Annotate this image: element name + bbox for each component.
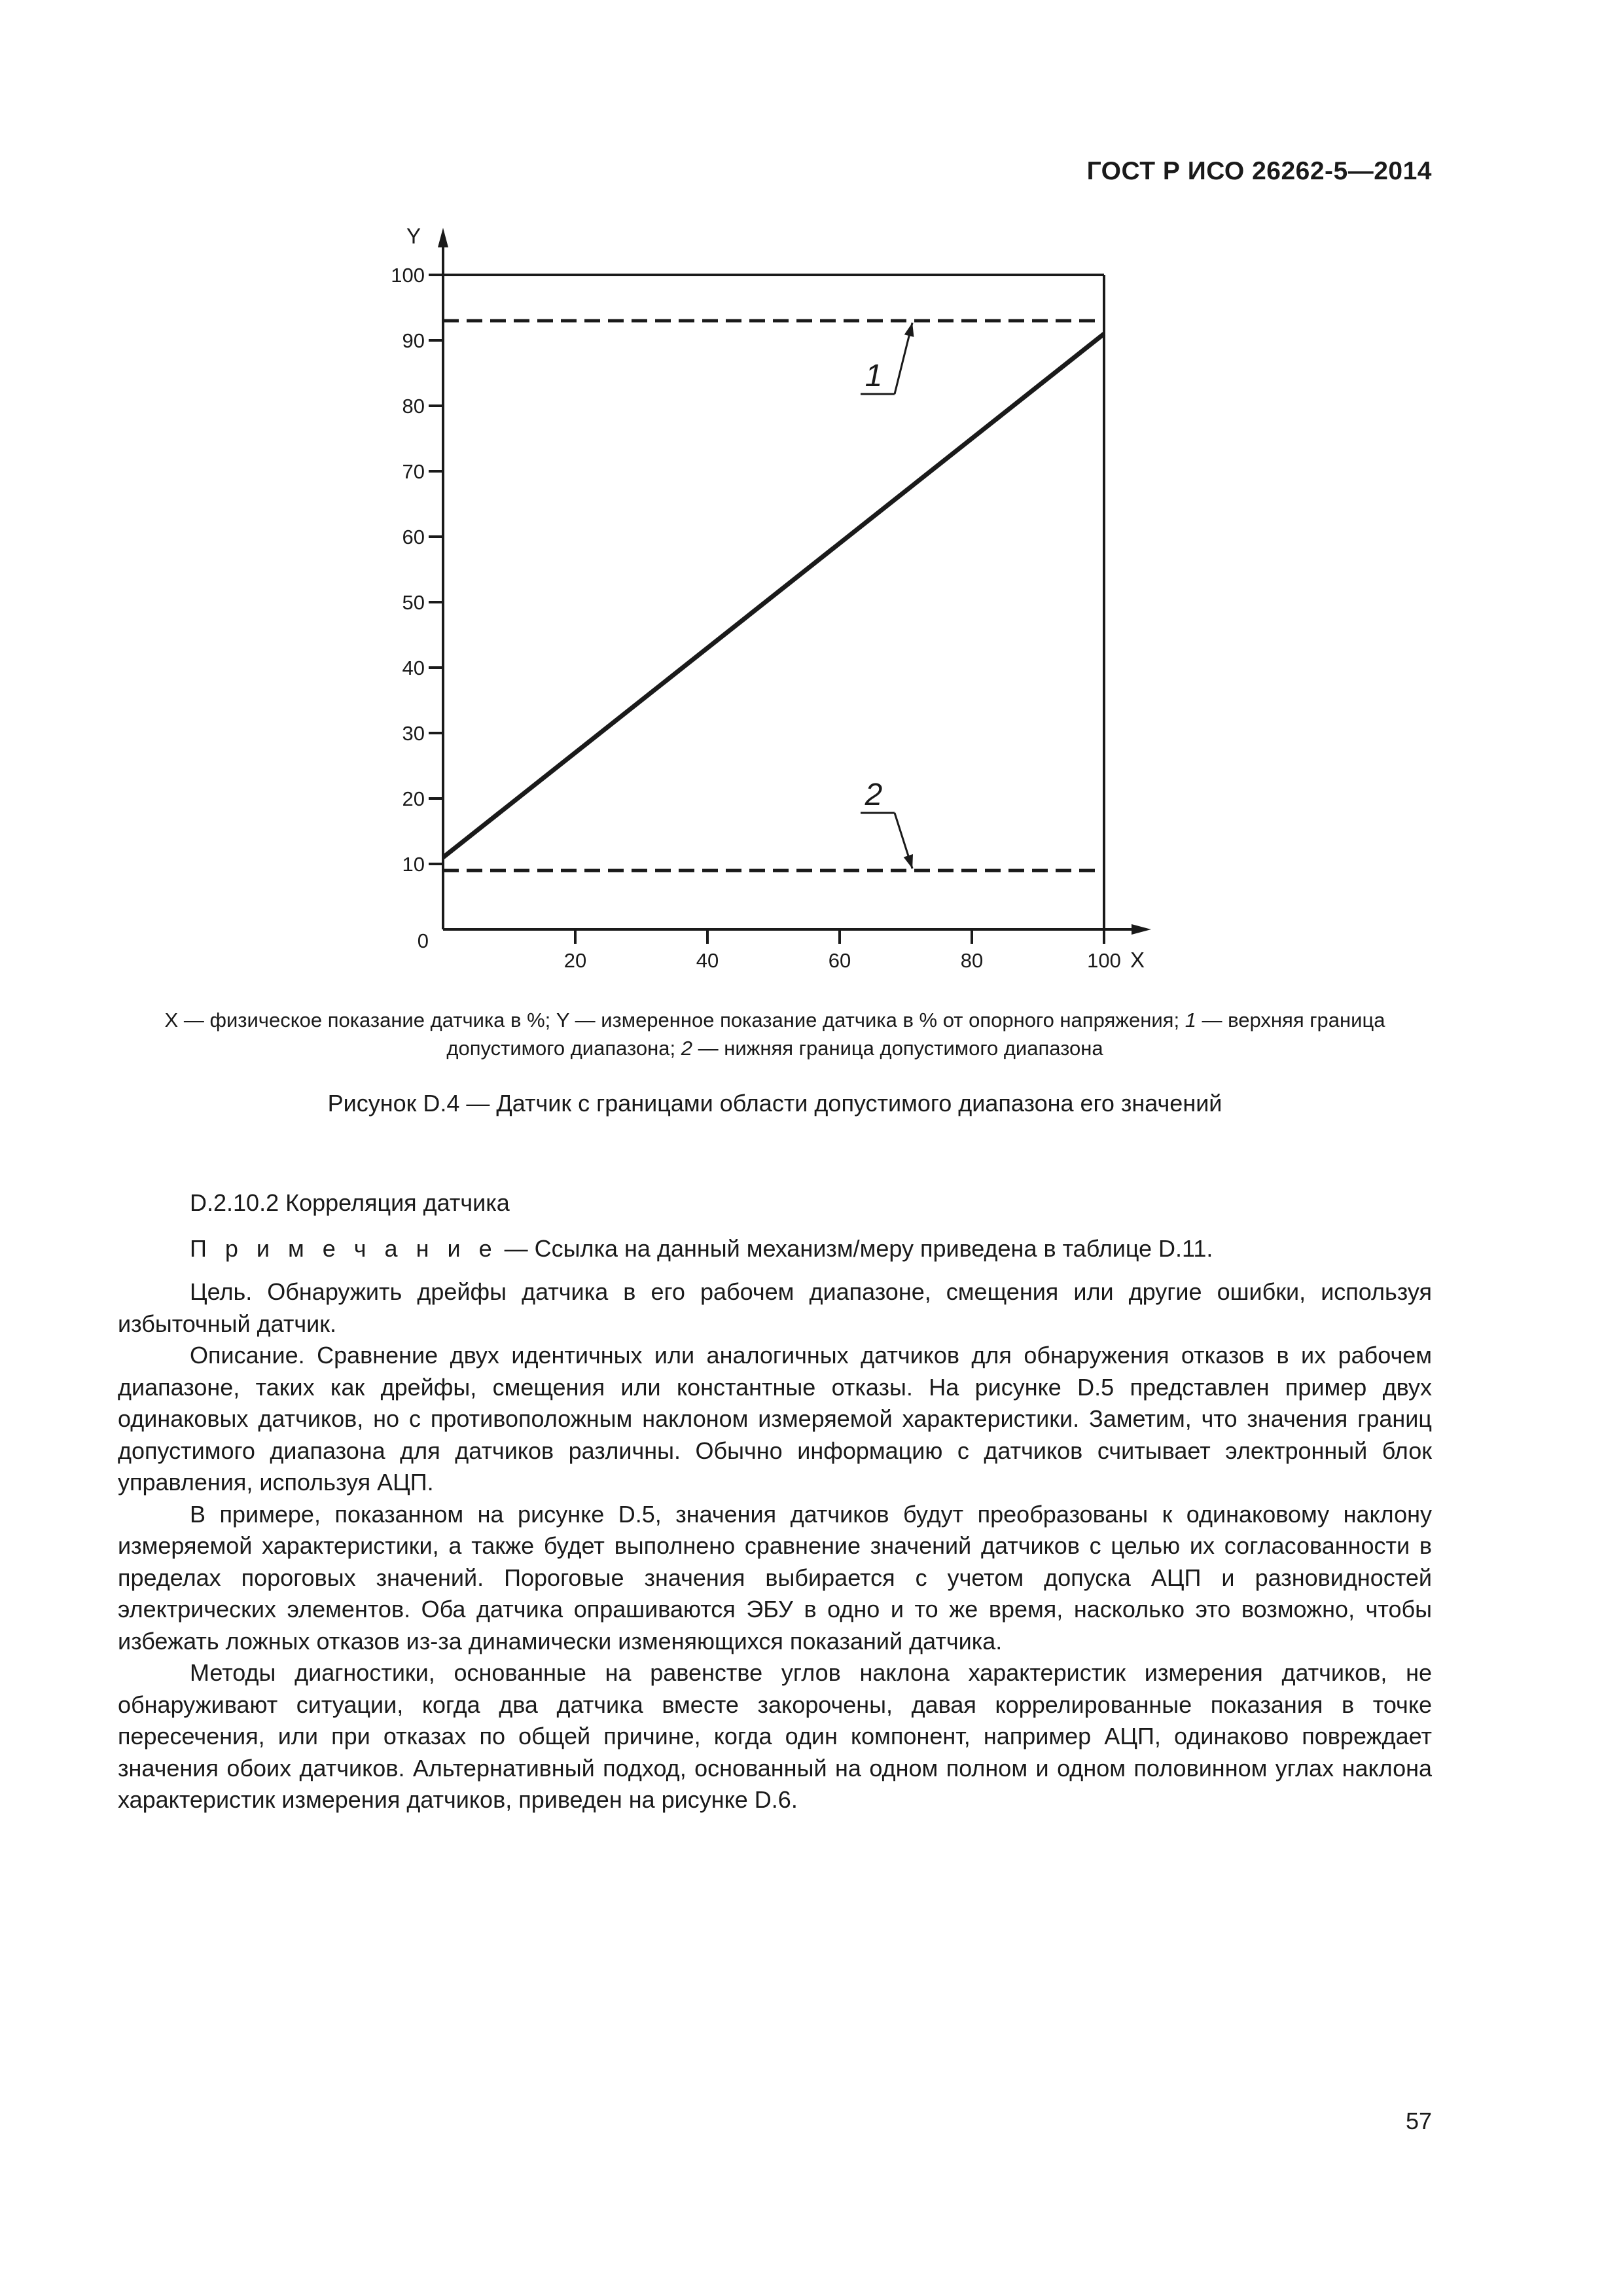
x-tick-label: 80 <box>960 949 984 972</box>
section-note <box>190 1235 1213 1263</box>
y-tick-label: 50 <box>402 591 425 614</box>
x-tick-label: 100 <box>1087 949 1121 972</box>
callout-label-2: 2 <box>865 778 883 812</box>
callout-arrow-icon-2 <box>904 854 913 869</box>
paragraph-purpose: Цель. Обнаружить дрейфы датчика в его рабочем диапазоне, смещения или другие ошибки, используя избыточный датчик. <box>118 1278 1432 1337</box>
legend-text-1b: — верхняя граница <box>1196 1009 1385 1031</box>
x-tick-label: 60 <box>828 949 851 972</box>
page-number: 57 <box>1405 2108 1432 2134</box>
x-axis-arrow-icon <box>1132 924 1151 935</box>
origin-label: 0 <box>417 929 429 952</box>
legend-text-2a: допустимого диапазона; <box>446 1037 681 1060</box>
chart-marks <box>443 321 1104 870</box>
y-tick-label: 60 <box>402 526 425 548</box>
y-tick-label: 40 <box>402 656 425 679</box>
legend-num-1: 1 <box>1185 1009 1196 1031</box>
y-tick-label: 80 <box>402 395 425 418</box>
note-label: П р и м е ч а н и е <box>190 1235 498 1262</box>
y-tick-label: 30 <box>402 722 425 745</box>
y-tick-label: 10 <box>402 853 425 876</box>
legend-text-2b: — нижняя граница допустимого диапазона <box>692 1037 1103 1060</box>
sensor-range-chart <box>366 216 1217 1001</box>
y-axis-arrow-icon <box>438 228 448 247</box>
y-tick-label: 70 <box>402 460 425 483</box>
x-tick-label: 40 <box>696 949 719 972</box>
figure-legend <box>118 1006 1432 1062</box>
sensor-characteristic-line <box>443 334 1104 857</box>
paragraph-diagnostics: Методы диагностики, основанные на равенстве углов наклона характеристик измерения датчиков, не обнаруживают ситуации, когда два датчика вместе закорочены, давая коррелированные показания в точке пересечения, или при отказах по общей причине, когда один компонент, например АЦП, одинаково повреждает значения обоих датчиков. Альтернативный подход, основанный на одном полном и одном половинном углах наклона характеристик измерения датчиков, приведен на рисунке D.6. <box>118 1659 1432 1813</box>
standard-designation: ГОСТ Р ИСО 26262-5—2014 <box>1086 157 1432 185</box>
y-tick-label: 20 <box>402 787 425 810</box>
chart-axes <box>429 228 1151 944</box>
y-tick-label: 100 <box>391 264 425 287</box>
paragraph-example: В примере, показанном на рисунке D.5, значения датчиков будут преобразованы к одинаковому наклону измеряемой характеристики, а также будет выполнено сравнение значений датчиков с целью их согласованности в пределах пороговых значений. Пороговые значения выбирается с учетом допуска АЦП и разновидностей электрических элементов. Оба датчика опрашиваются ЭБУ в одно и то же время, насколько это возможно, чтобы избежать ложных отказов из-за динамически изменяющихся показаний датчика. <box>118 1500 1432 1655</box>
y-axis-label: Y <box>406 224 421 248</box>
legend-text-1a: X — физическое показание датчика в %; Y — измеренное показание датчика в % от опорного напряжения; <box>164 1009 1185 1031</box>
x-tick-label: 20 <box>563 949 587 972</box>
note-text: — Ссылка на данный механизм/меру приведена в таблице D.11. <box>497 1235 1213 1262</box>
callout-arrow-icon-1 <box>904 323 914 337</box>
body-paragraphs <box>118 1276 1432 1816</box>
section-title: D.2.10.2 Корреляция датчика <box>190 1189 510 1216</box>
y-tick-label: 90 <box>402 329 425 352</box>
figure-caption: Рисунок D.4 — Датчик с границами области допустимого диапазона его значений <box>327 1090 1222 1117</box>
callout-label-1: 1 <box>865 359 883 393</box>
paragraph-description: Описание. Сравнение двух идентичных или аналогичных датчиков для обнаружения отказов в их рабочем диапазоне, таких как дрейфы, смещения или константные отказы. На рисунке D.5 представлен пример двух одинаковых датчиков, но с противоположным наклоном измеряемой характеристики. Заметим, что значения границ допустимого диапазона для датчиков различны. Обычно информацию с датчиков считывает электронный блок управления, используя АЦП. <box>118 1342 1432 1496</box>
legend-num-2: 2 <box>681 1037 692 1060</box>
legend-line-2 <box>118 1034 1432 1062</box>
x-axis-label: X <box>1130 948 1145 972</box>
